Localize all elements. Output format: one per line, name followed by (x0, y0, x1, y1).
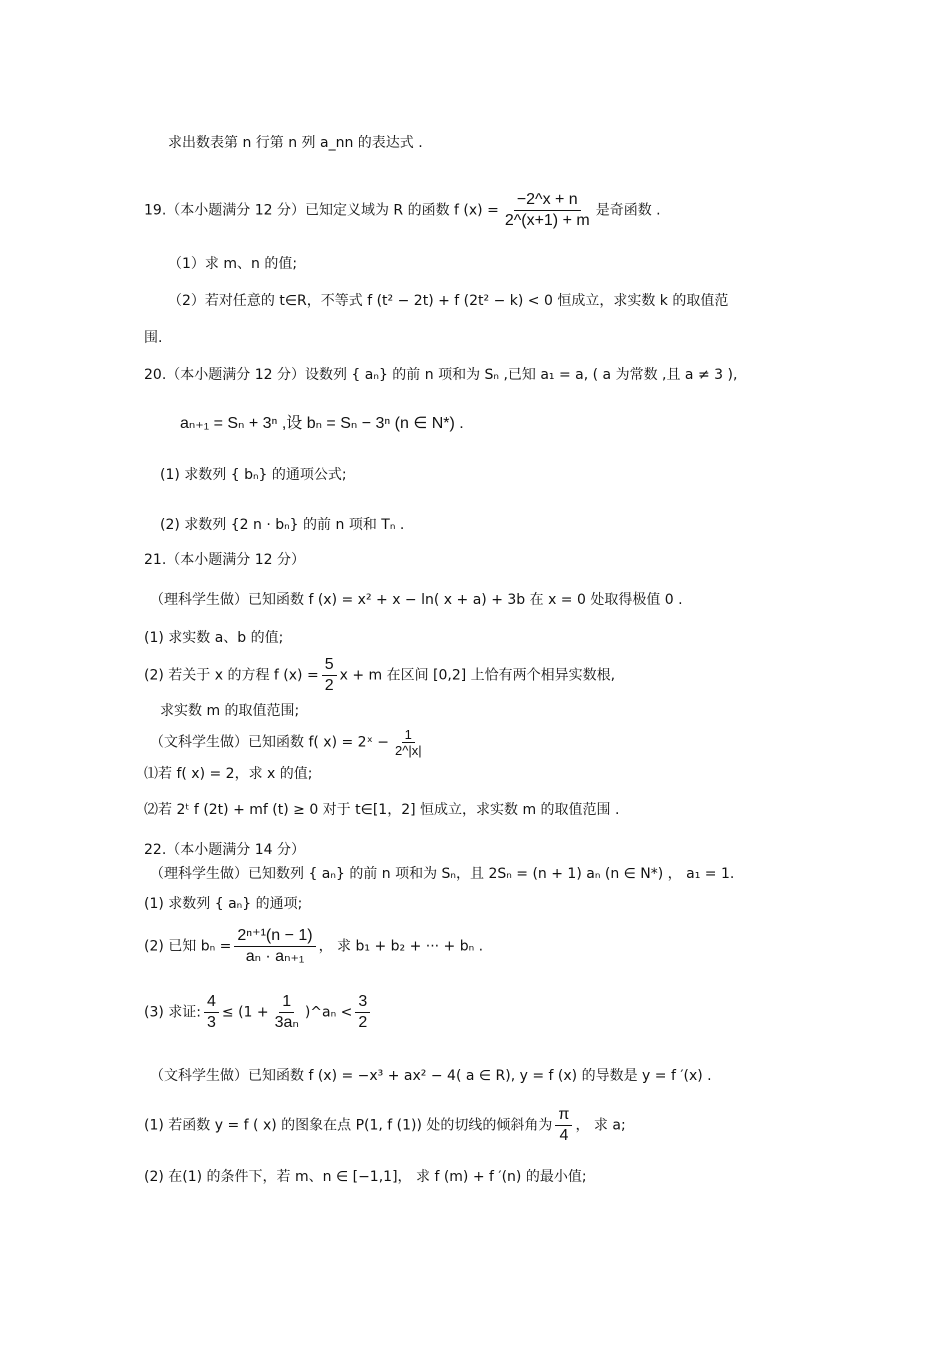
text-segment: (2) 已知 bₙ = (144, 938, 232, 955)
text-line (144, 926, 483, 967)
denominator: 2 (358, 1014, 368, 1031)
fraction (502, 190, 593, 231)
text-line: （1）求 m、n 的值; (168, 256, 298, 272)
problem-20-header: 20.（本小题满分 12 分）设数列 { aₙ} 的前 n 项和为 Sₙ ,已知 a₁ = a, ( a 为常数 ,且 a ≠ 3 ), (144, 367, 738, 383)
denominator: 3aₙ (274, 1014, 299, 1031)
text-line: (2) 在(1) 的条件下，若 m、n ∈ [−1,1]， 求 f (m) + f ′(n) 的最小值; (144, 1169, 587, 1185)
problem-21-header: 21.（本小题满分 12 分） (144, 552, 305, 568)
problem-19-header (144, 190, 661, 231)
text-line (144, 655, 615, 696)
fraction (322, 655, 337, 696)
fraction (555, 1105, 572, 1146)
numerator: 3 (355, 992, 370, 1013)
text-line: (1) 求实数 a、b 的值; (144, 630, 284, 646)
fraction (355, 992, 370, 1033)
text-line: ⑴若 f( x) = 2，求 x 的值; (144, 766, 313, 782)
text-line (144, 992, 373, 1033)
numerator: 2ⁿ⁺¹(n − 1) (234, 926, 315, 947)
text-segment: (2) 若关于 x 的方程 f (x) = (144, 667, 319, 684)
denominator: 4 (559, 1127, 569, 1144)
text-segment: ， 求 a; (575, 1117, 626, 1134)
text-segment: x + m 在区间 [0,2] 上恰有两个相异实数根, (339, 667, 616, 684)
text-line: (1) 求数列 { aₙ} 的通项; (144, 896, 303, 912)
fraction (272, 992, 302, 1033)
text-segment: ， 求 b₁ + b₂ + ··· + bₙ . (318, 938, 484, 955)
text-line (144, 1105, 626, 1146)
numerator: 5 (322, 655, 337, 676)
text-line: （2）若对任意的 t∈R，不等式 f (t² − 2t) + f (2t² − k) < 0 恒成立，求实数 k 的取值范 (168, 293, 729, 309)
text-line: ⑵若 2ᵗ f (2t) + mf (t) ≥ 0 对于 t∈[1，2] 恒成立，求实数 m 的取值范围 . (144, 802, 620, 818)
denominator: 2^(x+1) + m (504, 212, 590, 229)
text-segment: 19.（本小题满分 12 分）已知定义域为 R 的函数 f (x) = (144, 202, 499, 219)
numerator: π (555, 1105, 572, 1126)
numerator: 4 (204, 992, 219, 1013)
text-segment: ≤ (1 + (221, 1004, 269, 1021)
numerator: −2^x + n (514, 190, 581, 211)
text-segment: )^aₙ < (304, 1004, 353, 1021)
text-line: 求实数 m 的取值范围; (160, 703, 300, 719)
fraction (392, 727, 425, 758)
text-line: aₙ₊₁ = Sₙ + 3ⁿ ,设 bₙ = Sₙ − 3ⁿ (n ∈ N*) . (180, 415, 464, 432)
denominator: 3 (207, 1014, 216, 1031)
problem-22-header: 22.（本小题满分 14 分） (144, 842, 305, 858)
fraction (234, 926, 315, 967)
text-line: 围. (144, 330, 163, 346)
text-line: （理科学生做）已知函数 f (x) = x² + x − ln( x + a) + 3b 在 x = 0 处取得极值 0 . (150, 592, 683, 608)
text-segment: 是奇函数 . (595, 202, 661, 219)
fraction (204, 992, 219, 1033)
text-line: (1) 求数列 { bₙ} 的通项公式; (160, 467, 347, 483)
text-line: （理科学生做）已知数列 { aₙ} 的前 n 项和为 Sₙ，且 2Sₙ = (n + 1) aₙ (n ∈ N*) ， a₁ = 1. (150, 866, 735, 882)
text-line: 求出数表第 n 行第 n 列 a_nn 的表达式 . (168, 135, 423, 151)
text-line: （文科学生做）已知函数 f (x) = −x³ + ax² − 4( a ∈ R), y = f (x) 的导数是 y = f ′(x) . (150, 1068, 712, 1084)
text-segment: (3) 求证: (144, 1004, 201, 1021)
denominator: aₙ · aₙ₊₁ (245, 948, 305, 965)
denominator: 2 (324, 677, 334, 694)
text-line: (2) 求数列 {2 n · bₙ} 的前 n 项和 Tₙ . (160, 517, 405, 533)
text-line (150, 727, 428, 758)
denominator: 2^|x| (394, 743, 422, 758)
numerator: 1 (402, 727, 415, 743)
text-segment: (1) 若函数 y = f ( x) 的图象在点 P(1, f (1)) 处的切线的倾斜角为 (144, 1117, 553, 1134)
text-segment: （文科学生做）已知函数 f( x) = 2ˣ − (150, 734, 389, 751)
numerator: 1 (279, 992, 294, 1013)
